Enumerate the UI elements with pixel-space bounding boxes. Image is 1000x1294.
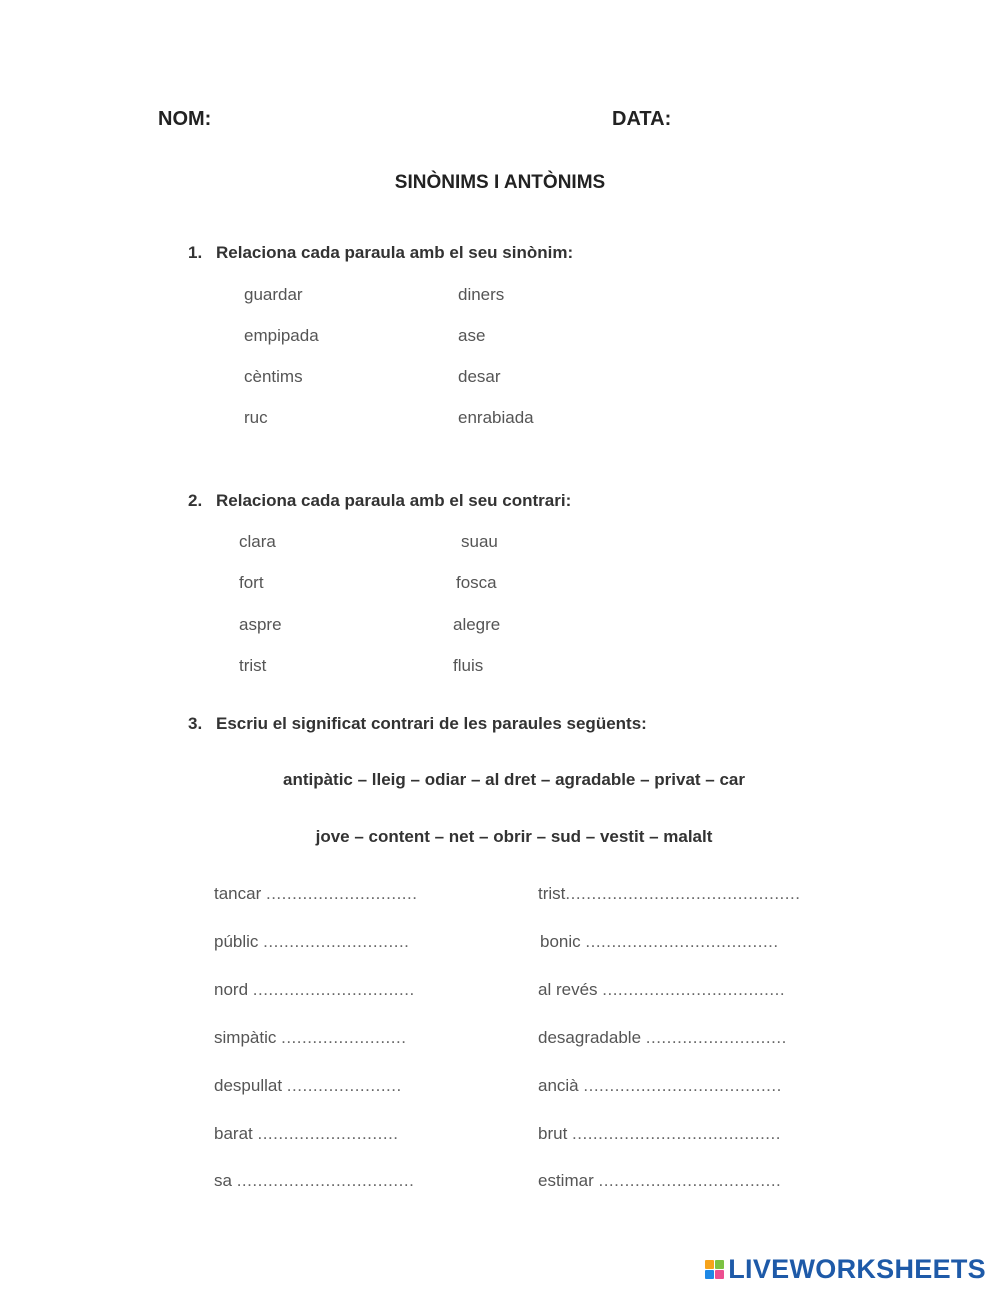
logo-square	[705, 1270, 714, 1279]
q3-word: tancar	[214, 884, 262, 903]
q2-left-word: trist	[239, 656, 267, 675]
q3-right-item	[538, 884, 800, 904]
q3-left-item	[214, 1171, 414, 1191]
q3-left-item	[214, 1076, 402, 1096]
q1-left-word: empipada	[244, 326, 319, 345]
q3-word: trist	[538, 884, 566, 903]
q3-left-item	[214, 932, 409, 952]
q2-right-word: fluis	[453, 656, 484, 675]
answer-blank[interactable]: ...........................	[257, 1124, 399, 1143]
question-2-number: 2.	[188, 491, 203, 510]
q3-left-item	[214, 980, 415, 1000]
answer-blank[interactable]: ......................	[286, 1076, 402, 1095]
q3-word: desagradable	[538, 1028, 642, 1047]
q2-left-word: clara	[239, 532, 276, 551]
liveworksheets-wordmark: LIVEWORKSHEETS	[728, 1254, 986, 1284]
answer-blank[interactable]: ...................................	[602, 980, 786, 999]
question-2-text: Relaciona cada paraula amb el seu contrari:	[216, 491, 572, 510]
logo-square	[715, 1260, 724, 1269]
q2-right-word: suau	[461, 532, 498, 551]
q3-word: estimar	[538, 1171, 594, 1190]
liveworksheets-logo	[705, 1254, 986, 1285]
question-2-instruction	[188, 491, 571, 511]
q2-right-word: fosca	[456, 573, 497, 592]
q3-right-item	[540, 932, 779, 952]
answer-blank[interactable]: ......................................	[583, 1076, 782, 1095]
q2-right-word: alegre	[453, 615, 501, 634]
question-1-instruction	[188, 243, 573, 263]
data-label: DATA:	[612, 108, 672, 130]
q3-word: públic	[214, 932, 259, 951]
q3-word: bonic	[540, 932, 581, 951]
q3-word: al revés	[538, 980, 598, 999]
q3-left-item	[214, 884, 417, 904]
q1-right-word: ase	[458, 326, 486, 345]
word-bank-line-2: jove – content – net – obrir – sud – vestit – malalt	[315, 827, 713, 846]
answer-blank[interactable]: ...........................	[645, 1028, 787, 1047]
q3-word: despullat	[214, 1076, 283, 1095]
q2-left-word: fort	[239, 573, 264, 592]
question-1-text: Relaciona cada paraula amb el seu sinònim:	[216, 243, 574, 262]
q1-left-word: ruc	[244, 408, 268, 427]
q1-right-word: diners	[458, 285, 505, 304]
question-3-instruction	[188, 714, 647, 734]
answer-blank[interactable]: .............................	[265, 884, 418, 903]
q3-word: nord	[214, 980, 249, 999]
q3-word: brut	[538, 1124, 568, 1143]
answer-blank[interactable]: ........................................	[572, 1124, 781, 1143]
q3-word: sa	[214, 1171, 232, 1190]
answer-blank[interactable]: ...............................	[252, 980, 415, 999]
answer-blank[interactable]: ............................	[263, 932, 410, 951]
q1-right-word: enrabiada	[458, 408, 534, 427]
q3-word: barat	[214, 1124, 253, 1143]
question-3-number: 3.	[188, 714, 203, 733]
question-3-text: Escriu el significat contrari de les paraules següents:	[216, 714, 647, 733]
nom-label: NOM:	[158, 108, 212, 130]
q3-word: ancià	[538, 1076, 579, 1095]
q3-right-item	[538, 1076, 782, 1096]
q2-left-word: aspre	[239, 615, 282, 634]
q3-right-item	[538, 980, 785, 1000]
logo-square	[705, 1260, 714, 1269]
q3-right-item	[538, 1124, 781, 1144]
answer-blank[interactable]: .............................................	[565, 884, 801, 903]
answer-blank[interactable]: ........................	[281, 1028, 407, 1047]
q1-left-word: guardar	[244, 285, 303, 304]
answer-blank[interactable]: ..................................	[236, 1171, 415, 1190]
q1-left-word: cèntims	[244, 367, 303, 386]
liveworksheets-icon	[705, 1260, 724, 1279]
q3-right-item	[538, 1028, 787, 1048]
logo-square	[715, 1270, 724, 1279]
q1-right-word: desar	[458, 367, 501, 386]
q3-right-item	[538, 1171, 781, 1191]
q3-left-item	[214, 1028, 406, 1048]
q3-left-item	[214, 1124, 399, 1144]
word-bank-line-1: antipàtic – lleig – odiar – al dret – agradable – privat – car	[282, 770, 746, 789]
answer-blank[interactable]: .....................................	[585, 932, 779, 951]
answer-blank[interactable]: ...................................	[598, 1171, 782, 1190]
question-1-number: 1.	[188, 243, 203, 262]
page-title: SINÒNIMS I ANTÒNIMS	[394, 172, 606, 193]
q3-word: simpàtic	[214, 1028, 277, 1047]
